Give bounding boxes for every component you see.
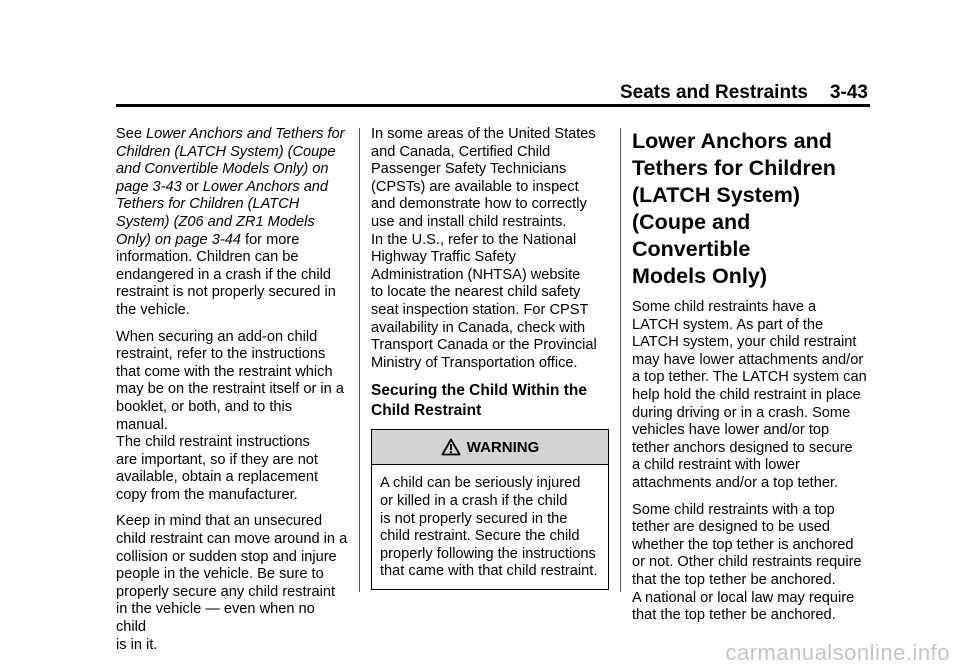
column-divider: [620, 128, 621, 592]
warning-icon: [441, 438, 461, 456]
running-header: [600, 82, 868, 104]
column-divider: [359, 128, 360, 592]
cross-reference-link[interactable]: Lower Anchors and Tethers for Children (LATCH System) (Z06 and ZR1 Models Only) on page 3-44: [116, 178, 329, 248]
cross-reference-link[interactable]: Lower Anchors and Tethers for Children (LATCH System) (Coupe and Convertible Models Only) on page 3-43: [116, 126, 345, 195]
paragraph: Some child restraints have a LATCH system. As part of the LATCH system, your child restraint may have lower attachments and/or a top tether. The LATCH system can help hold the child restraint in place during driving or in a crash. Some vehicles have lower and/or top tether anchors designed to secure a child restraint with lower attachments and/or a top tether.: [632, 299, 867, 491]
column-3: [632, 128, 874, 634]
warning-header: [372, 430, 608, 465]
warning-text: A child can be seriously injured or killed in a crash if the child is not properly secured in the child restraint. Secure the child properly following the instructions that came with that child restraint.: [380, 475, 598, 580]
column-2: [371, 126, 609, 590]
column-1: [116, 126, 348, 663]
paragraph: In some areas of the United States and Canada, Certified Child Passenger Safety Technicians (CPSTs) are available to inspect and demonstrate how to correctly use and install child restraints. In the U.S., refer to the National Highway Traffic Safety Administration (NHTSA) website to locate the nearest child safety seat inspection station. For CPST availability in Canada, check with Transport Canada or the Provincial Ministry of Transportation office.: [371, 126, 597, 371]
paragraph: Some child restraints with a top tether are designed to be used whether the top tether is anchored or not. Other child restraints require that the top tether be anchored. A national or local law may require that the top tether be anchored.: [632, 501, 862, 624]
warning-title: WARNING: [466, 438, 540, 456]
warning-box: [371, 429, 609, 590]
page-number: 3-43: [829, 82, 868, 103]
paragraph: Keep in mind that an unsecured child restraint can move around in a collision or sudden stop and injure people in the vehicle. Be sure to properly secure any child restraint in the vehicle — even when no child is in it.: [116, 513, 348, 653]
section-heading: Securing the Child Within the Child Restraint: [371, 382, 587, 420]
section-title: Seats and Restraints: [620, 82, 808, 103]
paragraph: When securing an add-on child restraint, refer to the instructions that come with the restraint which may be on the restraint itself or in a booklet, or both, and to this manual. The child restraint instructions are important, so if they are not available, obtain a replacement copy from the manufacturer.: [116, 328, 344, 503]
paragraph: See Lower Anchors and Tethers for Children (LATCH System) (Coupe and Convertible Models Only) on page 3-43 or Lower Anchors and Tethers for Children (LATCH System) (Z06 and ZR1 Models Only) on page 3-44 for more information. Children can be endangered in a crash if the child restraint is not properly secured in the vehicle.: [116, 126, 345, 318]
watermark: carmanualsonline.info: [725, 640, 950, 665]
section-heading: Lower Anchors and Tethers for Children (LATCH System) (Coupe and Convertible Models Only): [632, 129, 836, 288]
header-rule: [116, 104, 870, 107]
